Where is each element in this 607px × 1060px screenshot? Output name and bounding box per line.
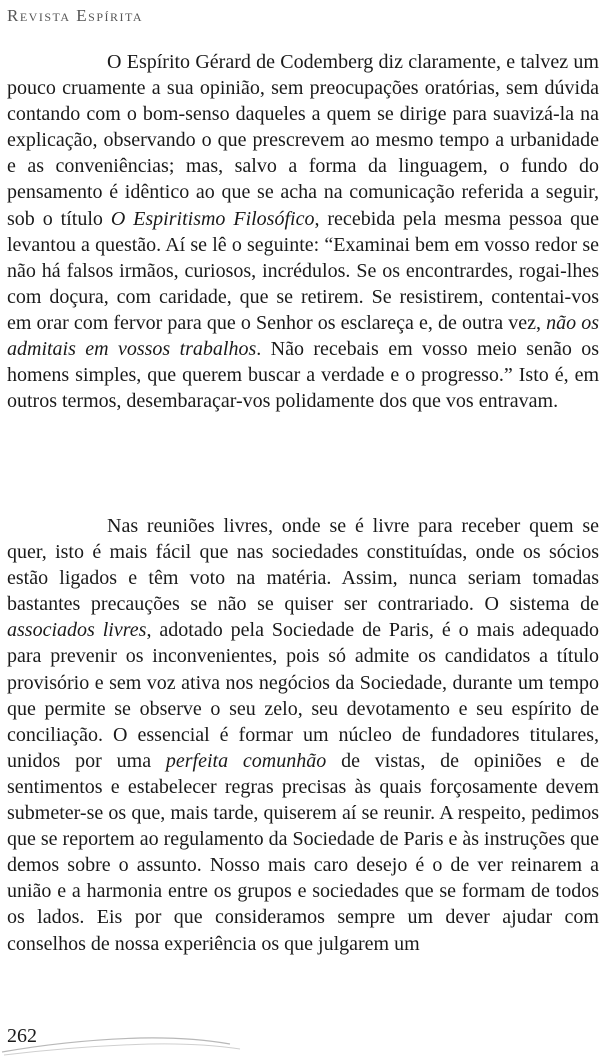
paragraph-1-text-2: , recebida pela mesma pessoa que levantou a questão. Aí se lê o seguinte: “Examinai bem em vosso redor se não há falsos irmãos, curiosos, incrédulos. Se os encontrardes, rogai-lhes com doçura, com caridade, que se retirem. Se resistirem, contentai-vos em orar com fervor para que o Senhor os esclareça e, de outra vez,: [7, 207, 599, 334]
paragraph-2-text-3: de vistas, de opiniões e de sentimentos e estabelecer regras precisas às quais forçosamente devem submeter-se os que, mais tarde, quiserem aí se reunir. A respeito, pedimos que se reportem ao regulamento da Sociedade de Paris e às instruções que demos sobre o assunto. Nosso mais caro desejo é o de ver reinarem a união e a harmonia entre os grupos e sociedades que se formam de todos os lados. Eis por que consideramos sempre um dever ajudar com conselhos de nossa experiência os que julgarem um: [7, 749, 600, 955]
paragraph-1-italic-phrase: não os admitais em vossos trabalhos: [7, 311, 599, 361]
paragraph-1-italic-title: O Espiritismo Filosófico: [110, 207, 315, 230]
decorative-swoosh: [0, 1018, 250, 1060]
paragraph-2: [7, 513, 599, 957]
running-header: Revista Espírita: [7, 6, 144, 25]
page-number: 262: [7, 1025, 37, 1047]
page-footer: [0, 1018, 607, 1060]
paragraph-2-text-1: Nas reuniões livres, onde se é livre para receber quem se quer, isto é mais fácil que nas sociedades constituídas, onde os sócios estão ligados e têm voto na matéria. Assim, nunca seriam tomadas bastantes precauções se não se quiser ser contrariado. O sistema de: [7, 515, 599, 616]
paragraph-1-text-3: . Não recebais em vosso meio senão os homens simples, que querem buscar a verdade e o progresso.” Isto é, em outros termos, desembaraçar-vos polidamente dos que vos entravam.: [7, 338, 600, 413]
paragraph-2-italic-phrase: perfeita comunhão: [165, 749, 327, 772]
paragraph-1-text-1: O Espírito Gérard de Codemberg diz claramente, e talvez um pouco cruamente a sua opinião, sem preocupações oratórias, sem dúvida contando com o bom-senso daqueles a quem se dirige para suavizá-la na explicação, observando o que prescrevem ao mesmo tempo a urbanidade e as conveniências; mas, salvo a forma da linguagem, o fundo do pensamento é idêntico ao que se acha na comunicação referida a seguir, sob o título: [7, 51, 599, 230]
paragraph-2-text-2: , adotado pela Sociedade de Paris, é o mais adequado para prevenir os inconvenientes, pois só admite os candidatos a título provisório e sem voz ativa nos negócios da Sociedade, durante um tempo que permite se observe o seu zelo, seu devotamento e seu espírito de conciliação. O essencial é formar um núcleo de fundadores titulares, unidos por uma: [7, 619, 599, 772]
paragraph-2-italic-term: associados livres: [7, 619, 147, 642]
paragraph-1: [7, 49, 599, 414]
